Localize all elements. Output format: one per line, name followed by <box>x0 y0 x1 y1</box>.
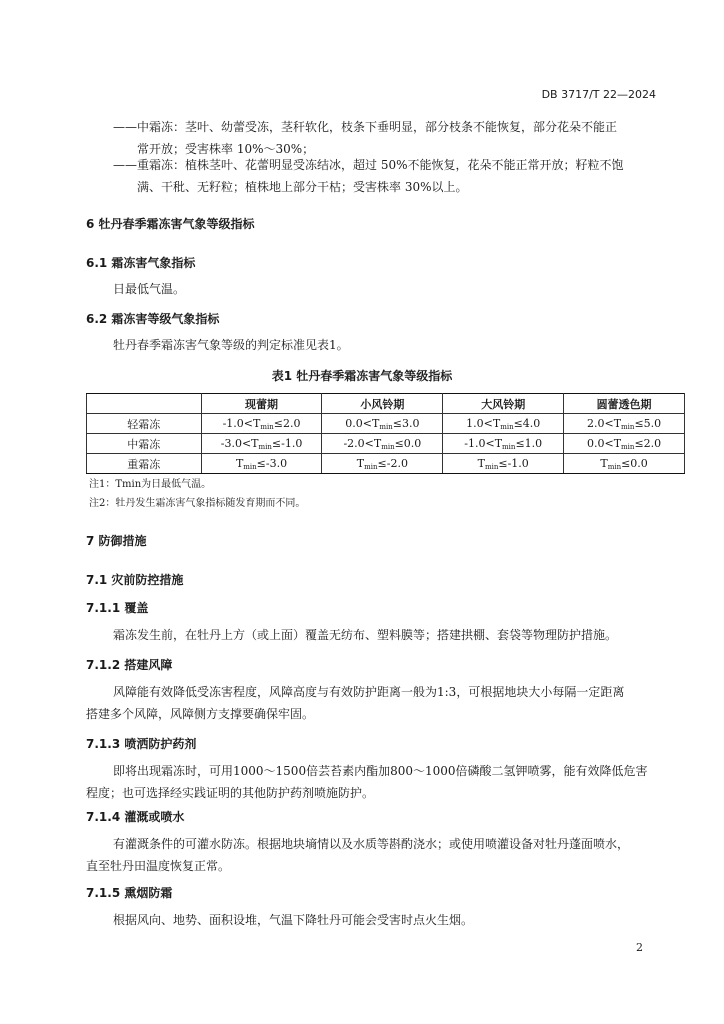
frost-index-table <box>86 393 685 474</box>
index-cell: -1.0<Tmin≤1.0 <box>443 434 564 454</box>
table-note-2: 注2：牡丹发生霜冻害气象指标随发育期而不同。 <box>89 498 306 509</box>
severe-frost-line2: 满、干秕、无籽粒；植株地上部分干枯；受害株率 30%以上。 <box>137 180 468 194</box>
frost-level-cell: 轻霜冻 <box>87 414 202 434</box>
table-header-cell: 圆蕾透色期 <box>564 394 685 414</box>
section-7-1-2-line1: 风障能有效降低受冻害程度，风障高度与有效防护距离一般为1:3，可根据地块大小每隔一定距离 <box>113 685 625 699</box>
document-code: DB 3717/T 22—2024 <box>541 88 656 101</box>
table-row <box>87 414 685 434</box>
index-cell: Tmin≤-2.0 <box>322 454 443 474</box>
index-cell: Tmin≤-1.0 <box>443 454 564 474</box>
page-number: 2 <box>636 941 643 954</box>
table-row <box>87 454 685 474</box>
table-header-row <box>87 394 685 414</box>
section-7-heading: 7 防御措施 <box>86 534 147 548</box>
section-7-1-3-line2: 程度；也可选择经实践证明的其他防护药剂喷施防护。 <box>86 786 375 800</box>
table-header-cell: 小风铃期 <box>322 394 443 414</box>
index-cell: -1.0<Tmin≤2.0 <box>201 414 322 434</box>
section-7-1-4-line1: 有灌溉条件的可灌水防冻。根据地块墒情以及水质等斟酌浇水；或使用喷灌设备对牡丹蓬面喷水， <box>113 837 630 851</box>
index-cell: 0.0<Tmin≤3.0 <box>322 414 443 434</box>
index-cell: 2.0<Tmin≤5.0 <box>564 414 685 434</box>
section-7-1-3-line1: 即将出现霜冻时，可用1000～1500倍芸苔素内酯加800～1000倍磷酸二氢钾喷雾，能有效降低危害 <box>113 764 648 778</box>
index-cell: Tmin≤0.0 <box>564 454 685 474</box>
table-row <box>87 434 685 454</box>
section-7-1-5-text: 根据风向、地势、面积设堆，气温下降牡丹可能会受害时点火生烟。 <box>113 913 474 927</box>
table-header-cell: 大风铃期 <box>443 394 564 414</box>
section-6-1-text: 日最低气温。 <box>113 282 186 296</box>
section-7-1-4-heading: 7.1.4 灌溉或喷水 <box>86 810 185 824</box>
section-7-1-2-line2: 搭建多个风障，风障侧方支撑要确保牢固。 <box>86 707 315 721</box>
table-header-cell: 现蕾期 <box>201 394 322 414</box>
table-caption: 表1 牡丹春季霜冻害气象等级指标 <box>271 369 453 383</box>
index-cell: 0.0<Tmin≤2.0 <box>564 434 685 454</box>
moderate-frost-line2: 常开放；受害株率 10%～30%； <box>137 142 315 156</box>
section-7-1-1-text: 霜冻发生前，在牡丹上方（或上面）覆盖无纺布、塑料膜等；搭建拱棚、套袋等物理防护措施。 <box>113 628 618 642</box>
frost-level-cell: 重霜冻 <box>87 454 202 474</box>
table-header-cell <box>87 394 202 414</box>
frost-level-cell: 中霜冻 <box>87 434 202 454</box>
index-cell: 1.0<Tmin≤4.0 <box>443 414 564 434</box>
section-7-1-5-heading: 7.1.5 熏烟防霜 <box>86 886 173 900</box>
section-7-1-1-heading: 7.1.1 覆盖 <box>86 601 149 615</box>
moderate-frost-line1: ——中霜冻：茎叶、幼蕾受冻，茎秆软化，枝条下垂明显，部分枝条不能恢复，部分花朵不能正 <box>113 120 618 134</box>
section-6-heading: 6 牡丹春季霜冻害气象等级指标 <box>86 217 255 231</box>
section-6-2-heading: 6.2 霜冻害等级气象指标 <box>86 312 220 326</box>
section-7-1-2-heading: 7.1.2 搭建风障 <box>86 658 173 672</box>
section-7-1-3-heading: 7.1.3 喷洒防护药剂 <box>86 737 197 751</box>
section-7-1-4-line2: 直至牡丹田温度恢复正常。 <box>86 859 231 873</box>
index-cell: Tmin≤-3.0 <box>201 454 322 474</box>
index-cell: -3.0<Tmin≤-1.0 <box>201 434 322 454</box>
table-note-1: 注1：Tmin为日最低气温。 <box>89 479 212 490</box>
section-7-1-heading: 7.1 灾前防控措施 <box>86 573 184 587</box>
section-6-1-heading: 6.1 霜冻害气象指标 <box>86 256 196 270</box>
index-cell: -2.0<Tmin≤0.0 <box>322 434 443 454</box>
section-6-2-text: 牡丹春季霜冻害气象等级的判定标准见表1。 <box>113 338 349 352</box>
severe-frost-line1: ——重霜冻：植株茎叶、花蕾明显受冻结冰，超过 50%不能恢复，花朵不能正常开放；籽粒不饱 <box>113 158 624 172</box>
